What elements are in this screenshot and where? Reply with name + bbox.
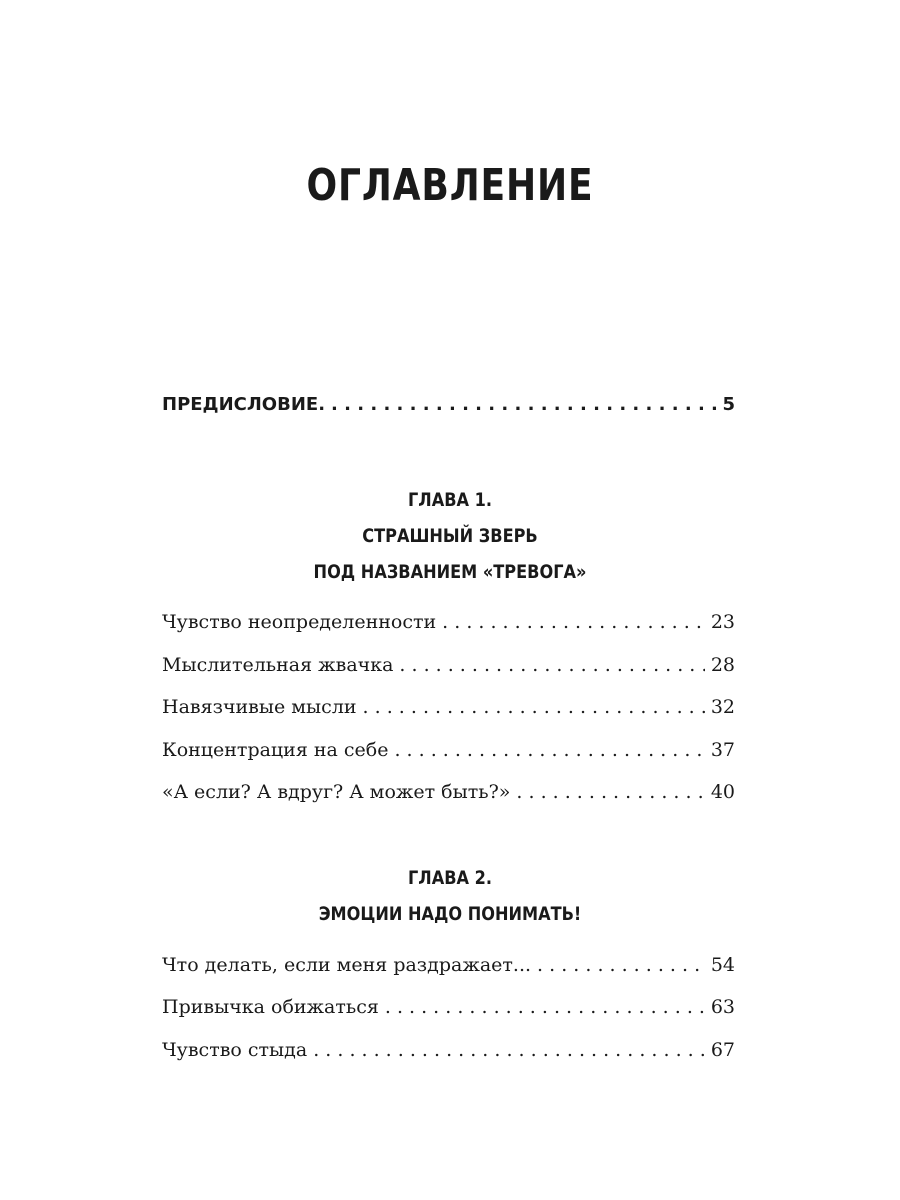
toc-page-number: 23 [710,611,735,633]
dot-leader [313,1037,705,1063]
toc-entry[interactable] [162,994,735,1020]
dot-leader [399,652,704,678]
chapter-title-line: СТРАШНЫЙ ЗВЕРЬ [362,525,538,547]
toc-entry-label: Привычка обижаться [162,996,379,1018]
toc-page-number: 37 [710,739,735,761]
toc-page-number: 5 [722,394,735,415]
dot-leader [385,994,705,1020]
toc-entry-label: ПРЕДИСЛОВИЕ. [162,394,326,415]
chapter-number: ГЛАВА 2. [407,867,493,889]
dot-leader [537,952,705,978]
toc-entry[interactable] [162,1037,735,1063]
dot-leader [331,392,716,418]
chapter-heading [68,482,833,590]
toc-page-number: 40 [710,781,735,803]
toc-entry[interactable] [162,737,735,763]
toc-page-number: 54 [710,954,735,976]
toc-entry[interactable] [162,652,735,678]
toc-page-number: 63 [710,996,735,1018]
toc-entry-label: Чувство неопределенности [162,611,437,633]
toc-page-number: 28 [710,654,735,676]
dot-leader [516,779,704,805]
toc-entry[interactable] [162,694,735,720]
toc-entry[interactable] [162,952,735,978]
toc-entry-label: «А если? А вдруг? А может быть?» [162,781,511,803]
toc-entry-label: Что делать, если меня раздражает... [162,954,532,976]
toc-entry-label: Чувство стыда [162,1039,308,1061]
toc-entry[interactable] [162,779,735,805]
dot-leader [394,737,704,763]
chapter-number: ГЛАВА 1. [407,489,493,511]
toc-entry-label: Навязчивые мысли [162,696,357,718]
toc-page-number: 32 [710,696,735,718]
chapter-title-line: ПОД НАЗВАНИЕМ «ТРЕВОГА» [313,561,587,583]
toc-entry[interactable] [162,609,735,635]
toc-entry-preface[interactable] [162,392,735,418]
toc-entry-label: Мыслительная жвачка [162,654,394,676]
page-title: ОГЛАВЛЕНИЕ [306,160,594,211]
toc-entry-label: Концентрация на себе [162,739,389,761]
dot-leader [363,694,705,720]
chapter-title-line: ЭМОЦИИ НАДО ПОНИМАТЬ! [318,903,582,925]
toc-page-number: 67 [710,1039,735,1061]
chapter-heading [68,860,833,932]
dot-leader [442,609,705,635]
